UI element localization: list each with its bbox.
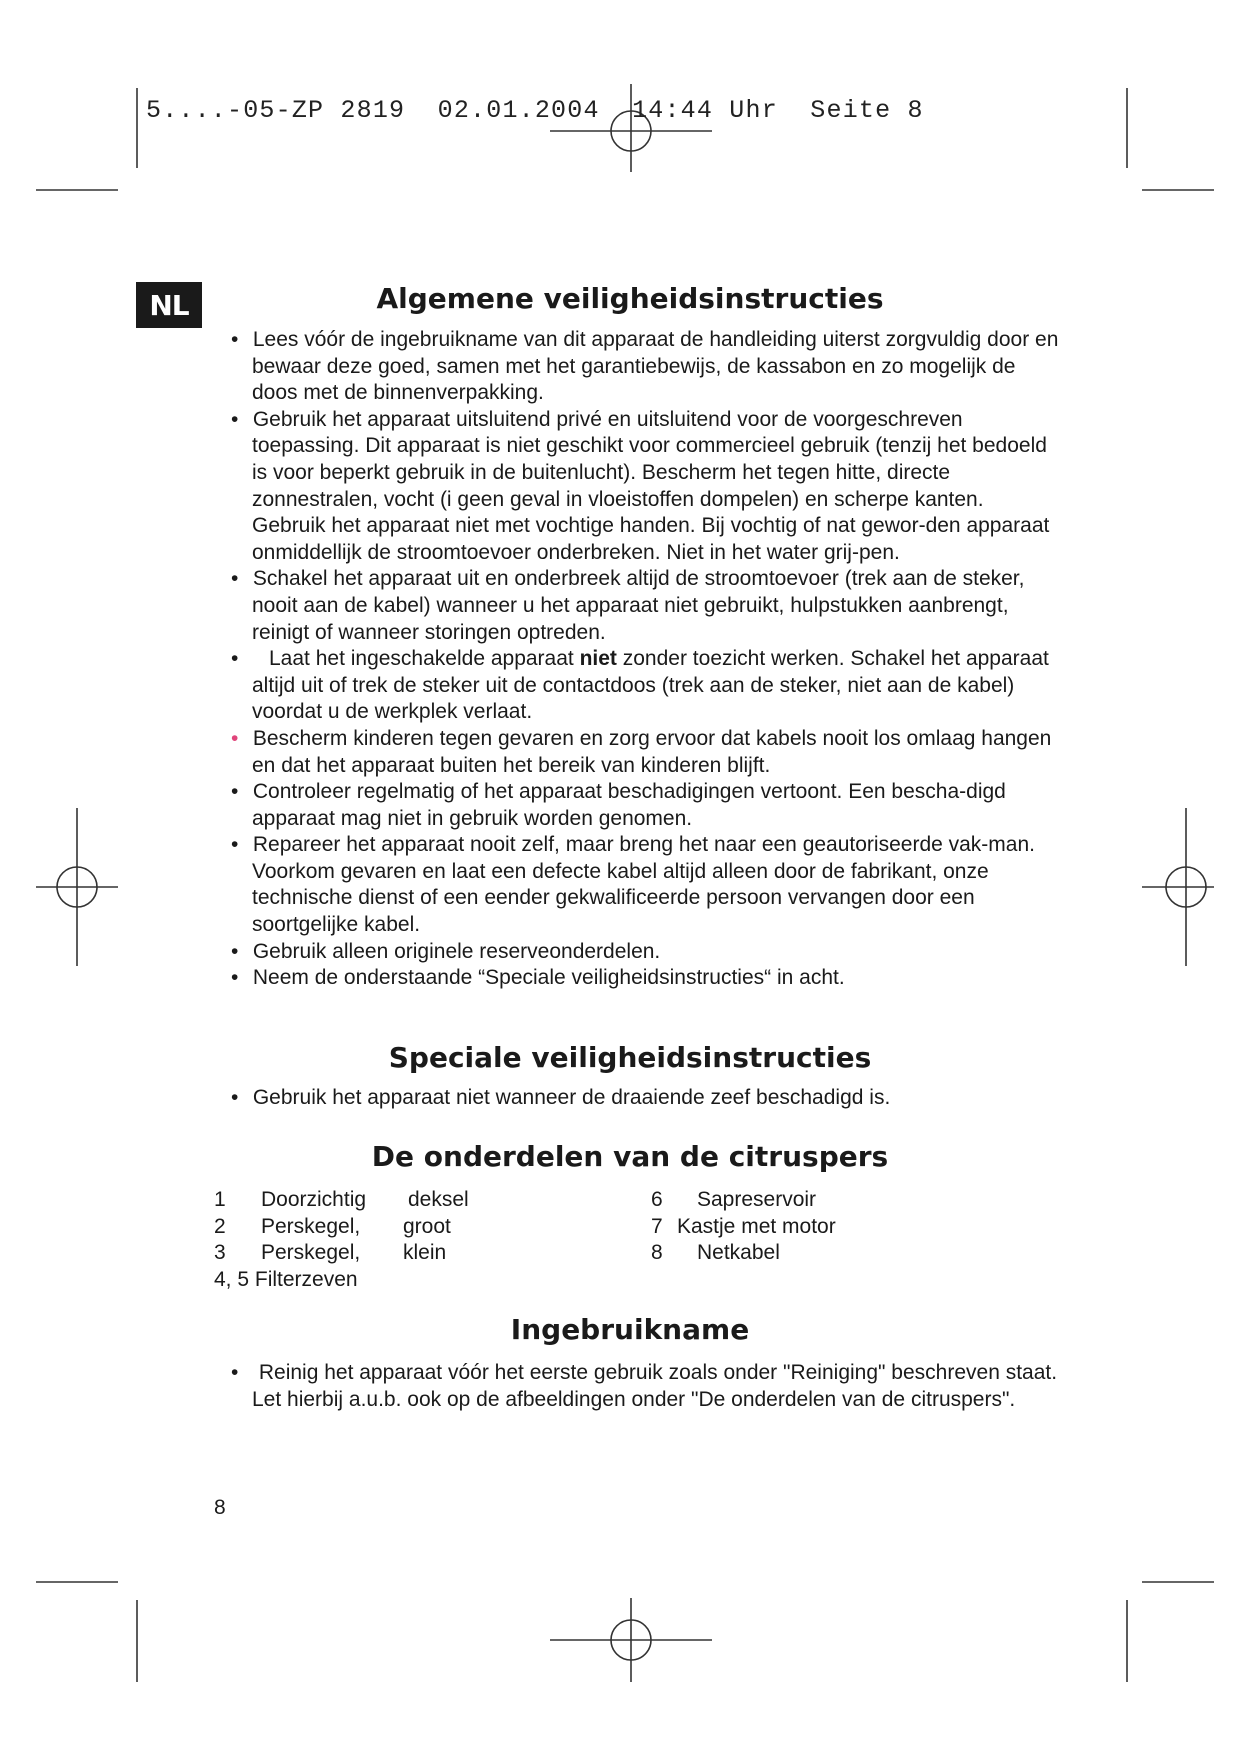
part-number: 2	[214, 1214, 226, 1238]
section-title-general-safety: Algemene veiligheidsinstructies	[376, 282, 884, 315]
list-item	[212, 1085, 1062, 1112]
list-item	[212, 779, 1062, 832]
list-item-text: Laat het ingeschakelde apparaat	[269, 647, 580, 671]
part-row	[651, 1240, 951, 1267]
list-item	[212, 965, 1062, 992]
list-item	[212, 832, 1062, 938]
part-row	[214, 1267, 634, 1294]
bullet-glyph: •	[231, 328, 239, 351]
part-number: 7	[651, 1214, 663, 1238]
bullet-glyph: •	[231, 1086, 239, 1109]
list-item-text: Schakel het apparaat uit en onderbreek altijd de stroomtoevoer (trek aan de steker, nooit aan de kabel) wanneer u het apparaat niet gebruikt, hulpstukken aanbrengt, reinigt of wanneer storingen optreden.	[252, 567, 1025, 644]
part-name: Sapreservoir	[697, 1188, 817, 1211]
part-number: 8	[651, 1241, 663, 1265]
part-name: 4, 5 Filterzeven	[214, 1267, 358, 1291]
list-item-text: Controleer regelmatig of het apparaat beschadigingen vertoont. Een bescha-digd apparaat mag niet in gebruik worden genomen.	[252, 780, 1006, 830]
list-item	[212, 566, 1062, 646]
list-item	[212, 726, 1062, 779]
startup-list	[212, 1360, 1062, 1413]
emphasis-text: niet	[579, 647, 617, 671]
part-row	[214, 1240, 634, 1267]
list-item-text: Gebruik het apparaat niet wanneer de draaiende zeef beschadigd is.	[252, 1086, 891, 1109]
list-item-text: Gebruik alleen originele reserveonderdelen.	[252, 939, 661, 963]
part-name: Perskegel,	[261, 1241, 361, 1265]
list-item	[212, 646, 1062, 726]
print-slug-header: 5....-05-ZP 2819 02.01.2004 14:44 Uhr Seite 8	[146, 96, 924, 125]
list-item-text: Repareer het apparaat nooit zelf, maar breng het naar een geautoriseerde vak-man. Voorkom gevaren en laat een defecte kabel altijd alleen door de fabrikant, onze technische dienst of een eender gekwalificeerde persoon vervangen door een soortgelijke kabel.	[252, 833, 1035, 937]
language-badge: NL	[136, 282, 202, 328]
list-item-text: Bescherm kinderen tegen gevaren en zorg ervoor dat kabels nooit los omlaag hangen en dat het apparaat buiten het bereik van kinderen blijft.	[252, 726, 1052, 777]
bullet-glyph-accent: •	[231, 726, 239, 750]
part-name: Perskegel,	[261, 1214, 361, 1238]
page-number: 8	[214, 1496, 226, 1519]
list-item	[212, 939, 1062, 966]
part-detail: klein	[403, 1241, 447, 1265]
list-item	[212, 327, 1062, 407]
general-safety-list	[212, 327, 1062, 992]
list-item-text: Gebruik het apparaat uitsluitend privé en uitsluitend voor de voorgeschreven toepassing. Dit apparaat is niet geschikt voor commercieel gebruik (tenzij het bedoeld is voor beperkt gebruik in de buitenlucht). Bescherm het tegen hitte, directe zonnestralen, vocht (i geen geval in vloeistoffen dompelen) en scherpe kanten. Gebruik het apparaat niet met vochtige handen. Bij vochtig of nat gewor-den apparaat onmiddellijk de stroomtoevoer onderbreken. Niet in het water grij-pen.	[252, 407, 1050, 564]
part-detail: groot	[403, 1214, 451, 1238]
bullet-glyph: •	[231, 647, 239, 671]
part-number: 6	[651, 1188, 663, 1211]
part-row	[214, 1187, 634, 1214]
parts-list-right	[651, 1187, 951, 1267]
section-title-parts: De onderdelen van de citruspers	[371, 1140, 889, 1173]
list-item-text: Neem de onderstaande “Speciale veiligheidsinstructies“ in acht.	[252, 966, 845, 990]
list-item	[212, 407, 1062, 567]
bullet-glyph: •	[231, 407, 239, 431]
part-detail: deksel	[408, 1188, 469, 1211]
list-item-text: zonder toezicht werken. Schakel het apparaat altijd uit of trek de steker uit de contactdoos (trek aan de steker, niet aan de kabel) voordat u de werkplek verlaat.	[252, 647, 1049, 724]
part-name: Kastje met motor	[677, 1214, 836, 1238]
bullet-glyph: •	[231, 833, 239, 857]
section-title-startup: Ingebruikname	[510, 1313, 750, 1346]
section-title-special-safety: Speciale veiligheidsinstructies	[388, 1041, 872, 1074]
list-item	[212, 1360, 1062, 1413]
part-row	[651, 1214, 951, 1241]
list-item-text: Reinig het apparaat vóór het eerste gebruik zoals onder "Reiniging" beschreven staat. Let hierbij a.u.b. ook op de afbeeldingen onder "De onderdelen van de citruspers".	[252, 1361, 1058, 1411]
part-number: 3	[214, 1241, 226, 1265]
part-row	[651, 1187, 951, 1214]
special-safety-list	[212, 1085, 1062, 1112]
part-name: Netkabel	[697, 1241, 780, 1265]
part-name: Doorzichtig	[261, 1188, 367, 1211]
part-row	[214, 1214, 634, 1241]
bullet-glyph: •	[231, 780, 239, 804]
bullet-glyph: •	[231, 966, 239, 990]
parts-list-left	[214, 1187, 634, 1293]
bullet-glyph: •	[231, 939, 239, 963]
list-item-text: Lees vóór de ingebruikname van dit apparaat de handleiding uiterst zorgvuldig door en bewaar deze goed, samen met het garantiebewijs, de kassabon en zo mogelijk de doos met de binnenverpakking.	[252, 328, 1059, 405]
bullet-glyph: •	[231, 567, 239, 591]
bullet-glyph: •	[231, 1361, 239, 1384]
part-number: 1	[214, 1188, 226, 1211]
